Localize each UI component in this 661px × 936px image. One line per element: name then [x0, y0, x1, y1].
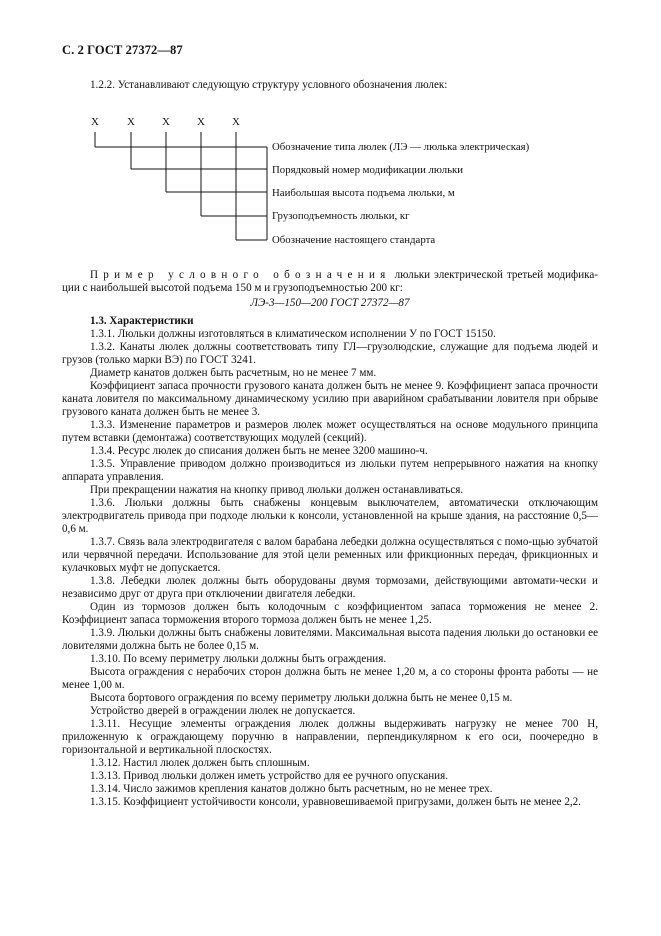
- page-header: С. 2 ГОСТ 27372—87: [62, 43, 183, 57]
- paragraph: 1.3.5. Управление приводом должно производиться из люльки путем непрерывного нажатия на кнопку аппарата управления.: [62, 458, 598, 483]
- paragraph: 1.3.13. Привод люльки должен иметь устройство для ее ручного опускания.: [90, 770, 448, 782]
- paragraph: Устройство дверей в ограждении люлек не допускается.: [90, 705, 356, 717]
- example-text: люльки электрической третьей модифика-ции с наибольшей высотой подъема 150 м и грузоподъемностью 200 кг:: [62, 269, 599, 294]
- paragraph: Высота бортового ограждения по всему периметру люльки должна быть не менее 0,15 м.: [90, 692, 513, 704]
- paragraph: Коэффициент запаса прочности грузового каната должен быть не менее 9. Коэффициент запаса прочности каната ловителя по максимальному динамическому усилию при аварийном срабатывании ловителя при обрыве грузового каната должен быть не менее 3.: [62, 380, 598, 418]
- paragraph: 1.3.9. Люльки должны быть снабжены ловителями. Максимальная высота падения люльки до остановки ее ловителями должна быть не более 0,15 м.: [62, 627, 598, 652]
- document-body: [62, 269, 598, 809]
- x-mark: X: [127, 116, 135, 128]
- diagram-label: Порядковый номер модификации люльки: [272, 164, 464, 176]
- example-code: ЛЭ-3—150—200 ГОСТ 27372—87: [250, 297, 410, 309]
- x-mark: X: [232, 116, 240, 128]
- paragraph: 1.3.12. Настил люлек должен быть сплошным.: [90, 757, 310, 769]
- paragraph: 1.3.10. По всему периметру люльки должны быть ограждения.: [90, 653, 387, 665]
- x-mark: X: [197, 116, 205, 128]
- paragraph: 1.3.14. Число зажимов крепления канатов должно быть расчетным, но не менее трех.: [90, 783, 493, 795]
- x-mark: X: [91, 116, 99, 128]
- paragraph: Высота ограждения с нерабочих сторон должна быть не менее 1,20 м, а со стороны фронта работы — не менее 1,00 м.: [62, 666, 598, 691]
- section-title: 1.3. Характеристики: [90, 315, 194, 327]
- diagram-label: Наибольшая высота подъема люльки, м: [272, 187, 455, 199]
- paragraph: 1.3.11. Несущие элементы ограждения люлек должны выдерживать нагрузку не менее 700 Н, приложенную к ограждающему поручню в направлении, перпендикулярном к его оси, поочередно в горизонтальной и вертикальной плоскостях.: [62, 718, 598, 756]
- example-paragraph: [62, 269, 598, 295]
- paragraph: Один из тормозов должен быть колодочным с коэффициентом запаса торможения не менее 2. Коэффициент запаса торможения второго тормоза должен быть не менее 1,25.: [62, 601, 598, 626]
- diagram-lines: [60, 112, 580, 252]
- paragraph: 1.3.3. Изменение параметров и размеров люлек может осуществляться на основе модульного принципа путем вставки (демонтажа) соответствующих модулей (секций).: [62, 419, 598, 444]
- designation-structure-diagram: [60, 112, 580, 252]
- paragraph: 1.3.4. Ресурс люлек до списания должен быть не менее 3200 машино-ч.: [90, 445, 428, 457]
- paragraph: 1.3.1. Люльки должны изготовляться в климатическом исполнении У по ГОСТ 15150.: [90, 328, 496, 340]
- paragraph: 1.3.7. Связь вала электродвигателя с валом барабана лебедки должна осуществляться с помо-щью зубчатой или червячной передачи. Использование для этой цели ременных или фрикционных передач, фрикционных и кулачковых муфт не допускается.: [62, 536, 598, 574]
- diagram-label: Грузоподъемность люльки, кг: [272, 210, 410, 222]
- paragraph: Диаметр канатов должен быть расчетным, но не менее 7 мм.: [90, 367, 377, 379]
- paragraph: 1.3.8. Лебедки люлек должны быть оборудованы двумя тормозами, действующими автомати-чески и независимо друг от друга при отключении двигателя лебедки.: [62, 575, 598, 600]
- diagram-label: Обозначение настоящего стандарта: [272, 234, 436, 246]
- paragraph: При прекращении нажатия на кнопку привод люльки должен останавливаться.: [90, 484, 464, 496]
- diagram-label: Обозначение типа люлек (ЛЭ — люлька электрическая): [272, 141, 530, 153]
- paragraph: 1.3.2. Канаты люлек должны соответствовать типу ГЛ—грузолюдские, служащие для подъема людей и грузов (только марки ВЭ) по ГОСТ 3241.: [62, 341, 598, 366]
- example-spaced-label: Пример условного обозначения: [90, 269, 391, 281]
- paragraph: 1.3.15. Коэффициент устойчивости консоли, уравновешиваемой пригрузами, должен быть не менее 2,2.: [90, 796, 581, 808]
- x-mark: X: [162, 116, 170, 128]
- intro-paragraph: 1.2.2. Устанавливают следующую структуру условного обозначения люлек:: [90, 79, 448, 91]
- paragraph: 1.3.6. Люльки должны быть снабжены концевым выключателем, автоматически отключающим электродвигатель привода при подходе люльки к консоли, установленной на крыше здания, на расстояние 0,5—0,6 м.: [62, 497, 598, 535]
